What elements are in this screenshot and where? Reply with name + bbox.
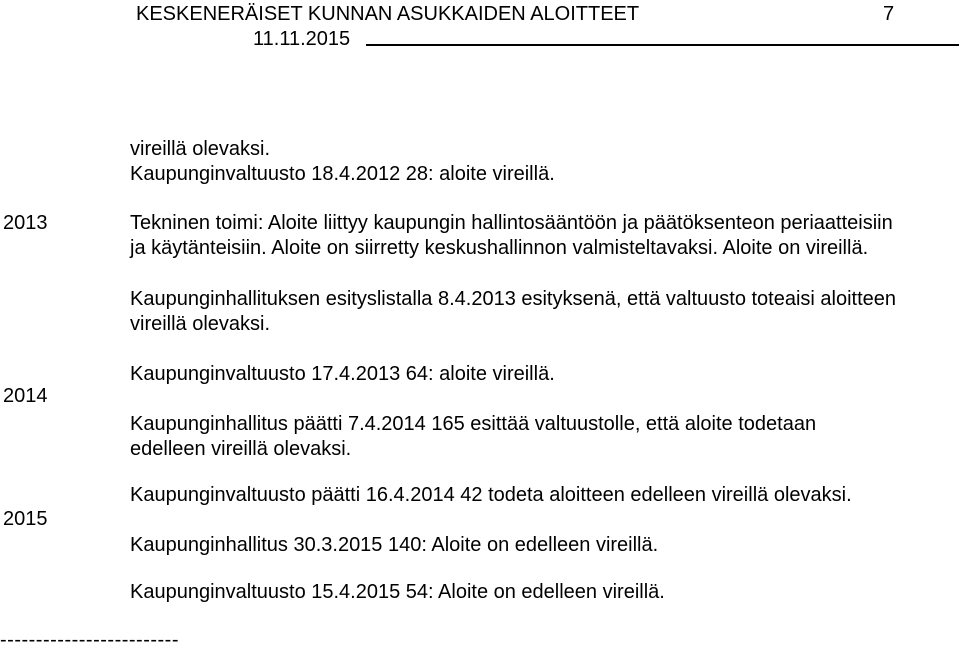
text-line: Kaupunginvaltuusto 15.4.2015 54: Aloite on edelleen vireillä. [130, 581, 665, 603]
year-label-2014: 2014 [3, 385, 48, 407]
document-title: KESKENERÄISET KUNNAN ASUKKAIDEN ALOITTEET [136, 3, 640, 25]
page-number: 7 [883, 3, 895, 25]
text-line: vireillä olevaksi. [130, 138, 271, 160]
text-line: Kaupunginhallitus päätti 7.4.2014 165 esittää valtuustolle, että aloite todetaan [130, 413, 817, 435]
text-line: vireillä olevaksi. [130, 313, 271, 335]
text-line: Kaupunginhallitus 30.3.2015 140: Aloite on edelleen vireillä. [130, 534, 659, 556]
year-label-2015: 2015 [3, 508, 48, 530]
text-line: ja käytänteisiin. Aloite on siirretty keskushallinnon valmisteltavaksi. Aloite on vireillä. [130, 237, 869, 259]
document-date: 11.11.2015 [253, 28, 351, 50]
text-line: Kaupunginvaltuusto 18.4.2012 28: aloite vireillä. [130, 163, 555, 185]
text-line: Tekninen toimi: Aloite liittyy kaupungin hallintosääntöön ja päätöksenteon periaatteisiin [130, 212, 893, 234]
header-rule [366, 44, 959, 46]
footnote-separator: ------------------------- [0, 629, 180, 651]
year-label-2013: 2013 [3, 212, 48, 234]
text-line: edelleen vireillä olevaksi. [130, 438, 352, 460]
text-line: Kaupunginvaltuusto 17.4.2013 64: aloite vireillä. [130, 363, 555, 385]
text-line: Kaupunginhallituksen esityslistalla 8.4.2013 esityksenä, että valtuusto toteaisi aloitteen [130, 288, 897, 310]
text-line: Kaupunginvaltuusto päätti 16.4.2014 42 todeta aloitteen edelleen vireillä olevaksi. [130, 484, 852, 506]
